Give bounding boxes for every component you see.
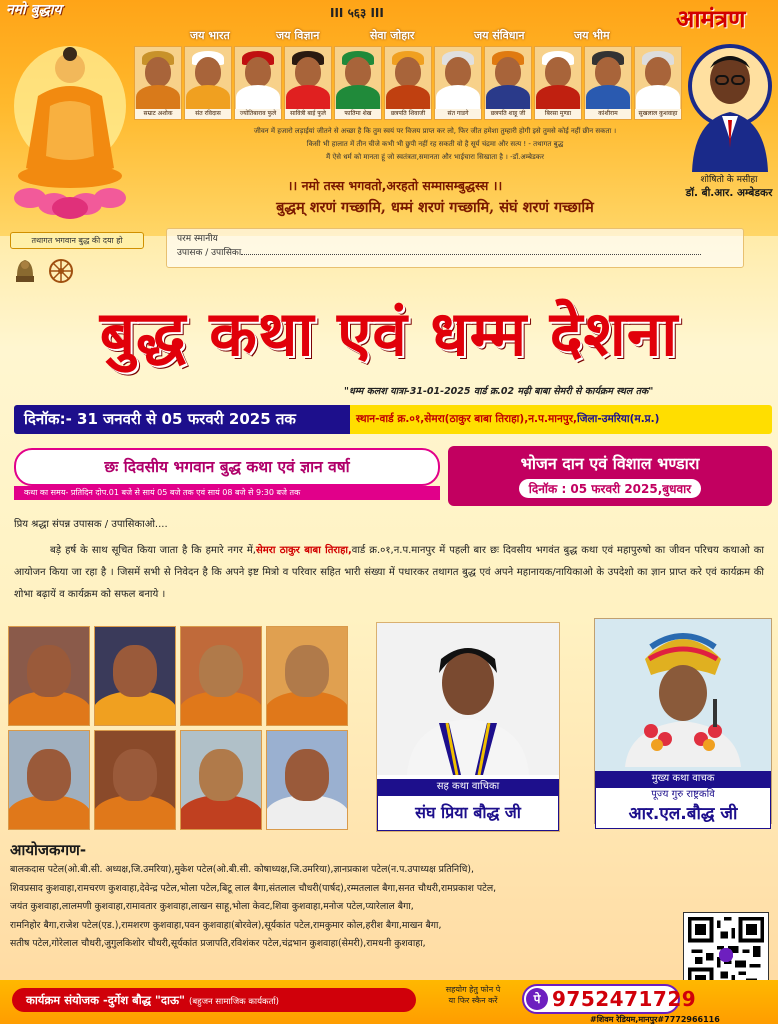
main-speaker-name: आर.एल.बौद्ध जी xyxy=(628,804,738,824)
portrait-caption: फातिमा शेख xyxy=(335,109,381,119)
slogan-5: जय भीम xyxy=(574,29,610,42)
body-part-2: वार्ड क्र.०१,न.प.मानपुर में पहली बार छः दिवसीय भगवंत बुद्ध कथा एवं महापुरुषो का जीवन परिचय कथाओ का आयोजन किया जा रहा है । जिसमें सभी से निवेदन है कि अपने इष्ट मित्रो व परिवार सहित भारी संख्या में पधारकर तथागत बुद्ध एवं अपने महानायक/नायिकाओ के उपदेशो का ज्ञान प्राप्त करे एवं कार्यक्रम की शोभा बढ़ायें व कार्यक्रम को सफल बनाये । xyxy=(14,545,765,600)
monk-photo xyxy=(94,730,176,830)
organizers-list xyxy=(10,861,660,954)
portrait-caption: संत गाडगे xyxy=(435,109,481,119)
portrait xyxy=(634,46,682,120)
organizers-line: शिवप्रसाद कुशवाहा,रामचरण कुशवाहा,देवेन्द्र पटेल,भोला पटेल,बिटू लाल बैगा,संतलाल चौधरी(पार्षद),रम्मतलाल बैगा,सनत चौधरी,रामप्रकाश पटेल, xyxy=(10,882,497,894)
monk-photo xyxy=(8,730,90,830)
event-district: जिला-उमरिया(म.प्र.) xyxy=(577,413,660,425)
ambedkar-portrait xyxy=(684,40,776,172)
portrait xyxy=(234,46,282,120)
monk-photo xyxy=(266,626,348,726)
event-place xyxy=(350,405,772,434)
co-speaker-photo xyxy=(377,623,559,775)
help-line-2: या फिर स्कैन करें xyxy=(448,996,498,1005)
recipient-address-box xyxy=(166,228,744,268)
portrait-caption: बिरसा मुण्डा xyxy=(535,109,581,119)
monk-photo xyxy=(266,730,348,830)
co-speaker-name: संघ प्रिया बौद्ध जी xyxy=(377,795,559,831)
code-label: III ५६३ III xyxy=(330,6,384,20)
co-speaker-role: सह कथा वाचिका xyxy=(377,779,559,795)
katha-timing: कथा का समय- प्रतिदिन दोप.01 बजे से सायं 05 बजे तक एवं सायं 08 बजे से 9:30 बजे तक xyxy=(14,486,440,500)
main-speaker-name-block xyxy=(595,787,771,829)
portrait xyxy=(184,46,232,120)
portrait-caption: सुखलाल कुशवाहा xyxy=(635,109,681,119)
dhamma-wheel-icon xyxy=(48,256,74,286)
namo-buddhay-logo: नमो बुद्धाय xyxy=(6,2,62,18)
slogan-2: जय विज्ञान xyxy=(276,29,320,42)
phone-number: 9752471729 xyxy=(552,987,697,1011)
ambedkar-caption xyxy=(680,174,778,201)
body-part-1: बड़े हर्ष के साथ सूचित किया जाता है कि हमारे नगर में, xyxy=(50,545,256,556)
bhojan-date: दिनॉक : 05 फरवरी 2025,बुधवार xyxy=(519,479,701,498)
monk-photo xyxy=(180,730,262,830)
monk-photo xyxy=(94,626,176,726)
main-speaker-photo xyxy=(595,619,771,767)
invitation-body xyxy=(14,540,764,606)
slogan-1: जय भारत xyxy=(190,29,230,42)
phonepe-icon: पे xyxy=(526,988,548,1010)
coordinator-note: (बहुजन सामाजिक कार्यकर्ता) xyxy=(189,997,279,1007)
greeting: प्रिय श्रद्धा संपन्न उपासक / उपासिकाओ.... xyxy=(14,519,168,530)
organizers-title: आयोजकगण- xyxy=(10,841,87,859)
help-text xyxy=(424,984,522,1006)
dotted-line xyxy=(241,247,701,255)
organizers-line: जयंत कुशवाहा,लालमणी कुशवाहा,रामावतार कुशवाहा,लाखन साहू,भोला केवट,शिवा कुशवाहा,मनोज पटेल,प्यारेलाल बैगा, xyxy=(10,901,414,912)
printer-credit: #शिवम रेडियम,मानपुर#7772966116 xyxy=(590,1015,720,1024)
portrait xyxy=(284,46,332,120)
portrait xyxy=(584,46,632,120)
quote-1: जीवन में हजारो लड़ाईयां जीतने से अच्छा है कि तुम स्वयं पर विजय प्राप्त कर लो, फिर जीत हमेशा तुम्हारी होगी इसे तुमसे कोई नहीं छीन सकता । xyxy=(253,127,617,135)
organizers-line: सतीष पटेल,गोरेलाल चौधरी,जुगुलकिशोर चौधरी,सूर्यकांत प्रजापति,रविशंकर पटेल,चंद्रभान कुशवाहा(सेमरी),रामधनी कुशवाहा, xyxy=(10,938,426,949)
quote-3: मैं ऐसे धर्म को मानता हूं जो स्वतंत्रता,समानता और भाईचारा सिखाता है । -डॉ.अम्बेडकर xyxy=(325,153,545,161)
portrait-caption: संत रविदास xyxy=(185,109,231,119)
main-speaker-honorific: पूज्य गुरु राष्ट्रकवि xyxy=(651,789,715,800)
address-line-2 xyxy=(177,246,733,260)
monk-photo xyxy=(8,626,90,726)
portrait-caption: सावित्री बाई फुले xyxy=(285,109,331,119)
portrait-caption: कांशीराम xyxy=(585,109,631,119)
coordinator-banner xyxy=(12,988,416,1012)
bhojan-banner xyxy=(448,446,772,506)
portrait xyxy=(384,46,432,120)
six-day-banner: छः दिवसीय भगवान बुद्ध कथा एवं ज्ञान वर्षा xyxy=(14,448,440,486)
slogan-4: जय संविधान xyxy=(474,29,525,42)
main-speaker-role: मुख्य कथा वाचक xyxy=(595,771,771,787)
coordinator-name: कार्यक्रम संयोजक -दुर्गेश बौद्ध "दाऊ" xyxy=(26,993,185,1007)
organizers-line: रामनिहोर बैगा,राजेश पटेल(एड.),रामशरण कुशवाहा,पवन कुशवाहा(बोरवेल),सूर्यकांत पटेल,रामकुमार कोल,हरीश बैगा,माखन बैगा, xyxy=(10,919,442,931)
portrait-caption: छत्रपति शाहू जी xyxy=(485,109,531,119)
quote-2: किसी भी हालात में तीन चीजे कभी भी छुपी नहीं रह सकती वो है सूर्य चंद्रमा और सत्य ! - तथागत बुद्ध xyxy=(306,140,564,148)
portrait xyxy=(434,46,482,120)
portrait xyxy=(534,46,582,120)
mantra-line-1: ।। नमो तस्स भगवतो,अरहतो सम्मासम्बुद्धस्स ।। xyxy=(287,178,503,193)
address-line-1: परम स्मानीय xyxy=(177,234,218,244)
portrait xyxy=(334,46,382,120)
body-highlight: सेमरा ठाकुर बाबा तिराहा, xyxy=(255,545,352,556)
slogan-3: सेवा जोहार xyxy=(370,29,415,42)
grace-banner: तथागत भगवान बुद्ध की दया हो xyxy=(10,232,144,249)
portrait-caption: ज्योतिबाराव फुले xyxy=(235,109,281,119)
main-speaker-card xyxy=(594,618,772,824)
monks-photo-grid xyxy=(8,626,348,830)
help-line-1: सहयोग हेतु फोन पे xyxy=(445,985,501,994)
address-label: उपासक / उपासिका xyxy=(177,248,242,258)
bhojan-title: भोजन दान एवं विशाल भण्डारा xyxy=(520,454,700,473)
leaders-portrait-strip xyxy=(134,46,682,120)
yatra-note: "धम्म कलश यात्रा-31-01-2025 वार्ड क्र.02 मढ़ी बाबा सेमरी से कार्यक्रम स्थल तक" xyxy=(344,386,654,397)
event-place-main: स्थान-वार्ड क्र.०१,सेमरा(ठाकुर बाबा तिराहा),न.प.मानपुर, xyxy=(356,413,578,425)
event-dates: दिनॉक:- 31 जनवरी से 05 फरवरी 2025 तक xyxy=(14,405,350,434)
ambedkar-caption-line2: डॉ. बी.आर. अम्बेडकर xyxy=(685,187,773,199)
portrait-caption: छत्रपति शिवाजी xyxy=(385,109,431,119)
ambedkar-caption-line1: शोषितो के मसीहा xyxy=(700,175,758,185)
invitation-title: आमंत्रण xyxy=(676,4,746,33)
phonepe-number[interactable] xyxy=(522,984,697,1014)
main-title: बुद्ध कथा एवं धम्म देशना xyxy=(99,297,679,370)
portrait xyxy=(134,46,182,120)
portrait xyxy=(484,46,532,120)
date-place-row xyxy=(14,405,772,434)
organizers-line: बालकदास पटेल(ओ.बी.सी. अध्यक्ष,जि.उमरिया),मुकेश पटेल(ओ.बी.सी. कोषाध्यक्ष,जि.उमरिया),ज्ञानप्रकाश पटेल(न.प.उपाध्यक्ष प्रतिनिधि), xyxy=(10,864,474,875)
buddha-image xyxy=(10,36,130,222)
co-speaker-card xyxy=(376,622,560,832)
mantra-line-2: बुद्धम् शरणं गच्छामि, धम्मं शरणं गच्छामि, संघं शरणं गच्छामि xyxy=(276,199,594,216)
ashoka-lions-icon xyxy=(12,256,38,286)
portrait-caption: सम्राट अशोक xyxy=(135,109,181,119)
monk-photo xyxy=(180,626,262,726)
